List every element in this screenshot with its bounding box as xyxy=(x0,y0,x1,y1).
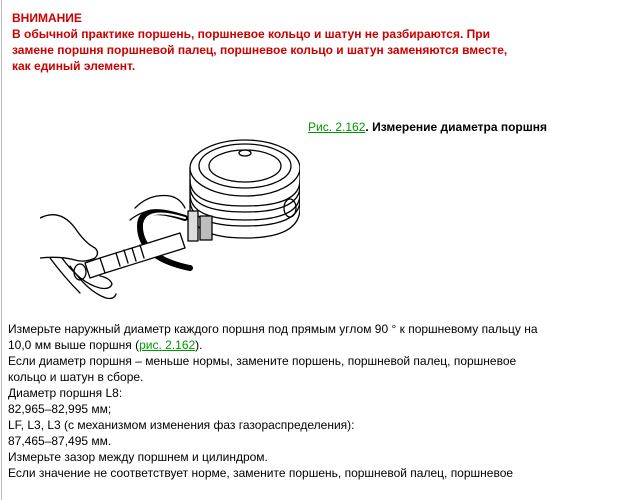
warning-block xyxy=(12,10,612,74)
figure-reference-link[interactable]: рис. 2.162 xyxy=(139,338,196,352)
instruction-line: Измерьте наружный диаметр каждого поршня под прямым углом 90 ° к поршневому пальцу на xyxy=(8,322,538,336)
instruction-line: Если диаметр поршня – меньше нормы, замените поршень, поршневой палец, поршневое xyxy=(8,354,517,368)
instruction-line: 87,465–87,495 мм. xyxy=(8,434,112,448)
instruction-line: Диаметр поршня L8: xyxy=(8,386,123,400)
instruction-line xyxy=(8,337,578,353)
instruction-line-end: ). xyxy=(195,338,203,352)
instruction-line: LF, L3, L3 (с механизмом изменения фаз газораспределения): xyxy=(8,418,355,432)
micrometer-piston-drawing xyxy=(40,108,300,308)
page-left-border xyxy=(1,0,2,500)
instructions-text xyxy=(8,321,578,481)
warning-text-line: замене поршня поршневой палец, поршневое кольцо и шатун заменяются вместе, xyxy=(12,43,508,57)
instruction-line: 82,965–82,995 мм; xyxy=(8,402,112,416)
figure-caption-text: . Измерение диаметра поршня xyxy=(365,120,547,134)
warning-text-line: как единый элемент. xyxy=(12,59,136,73)
instruction-line: Измерьте зазор между поршнем и цилиндром. xyxy=(8,450,268,464)
piston-measurement-illustration xyxy=(40,108,300,308)
instruction-line: кольцо и шатун в сборе. xyxy=(8,370,144,384)
instruction-line-start: 10,0 мм выше поршня ( xyxy=(8,338,140,352)
figure-link[interactable]: Рис. 2.162 xyxy=(308,120,366,134)
warning-title: ВНИМАНИЕ xyxy=(12,11,82,25)
figure-caption xyxy=(308,119,547,135)
warning-text-line: В обычной практике поршень, поршневое кольцо и шатун не разбираются. При xyxy=(12,27,490,41)
instruction-line: Если значение не соответствует норме, замените поршень, поршневой палец, поршневое xyxy=(8,466,514,480)
